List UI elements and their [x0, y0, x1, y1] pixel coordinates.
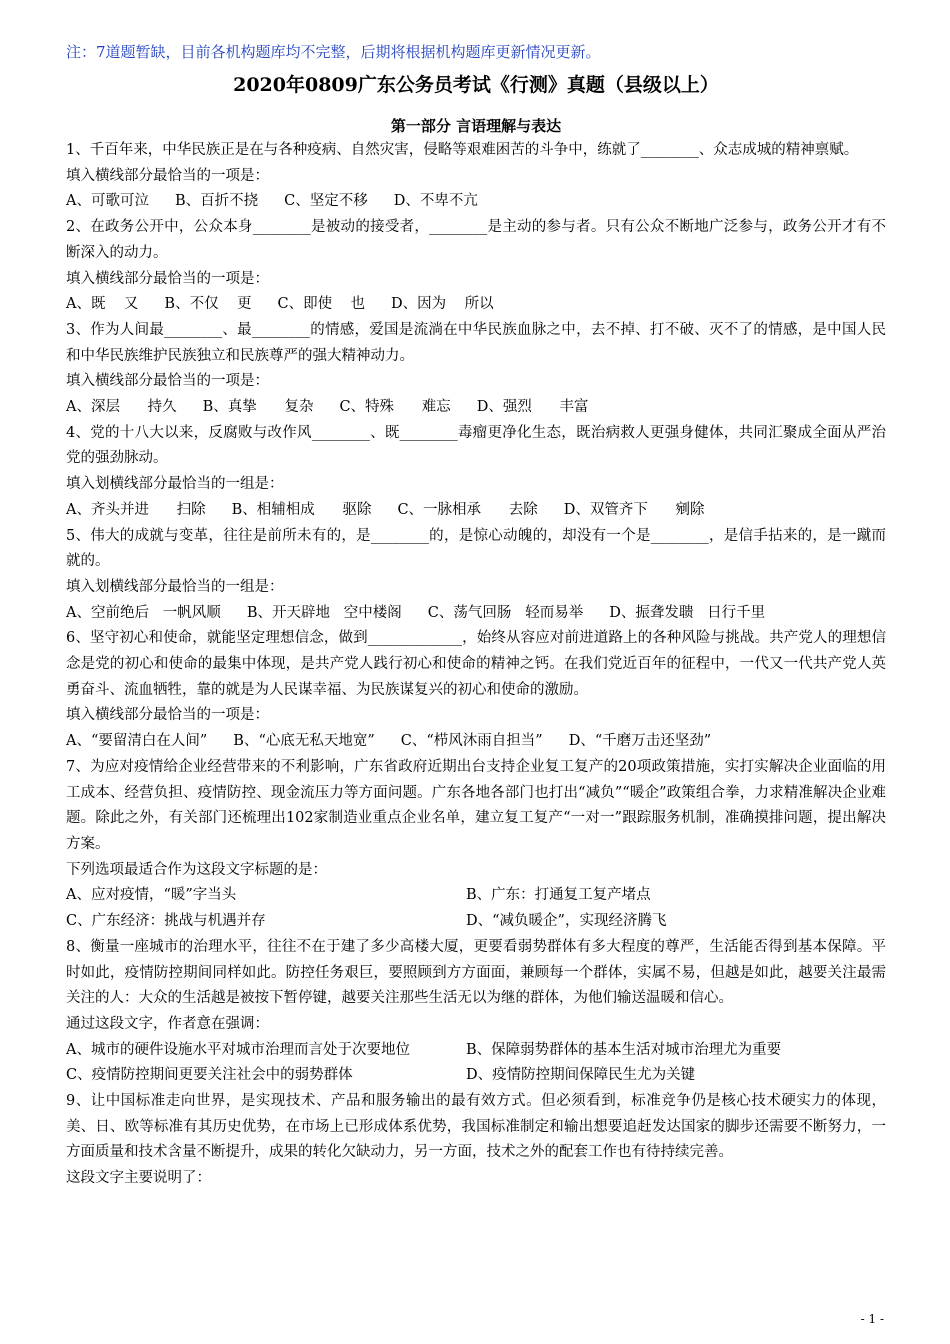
question-2-options: [66, 292, 886, 318]
option-c: C、一脉相承 去除: [397, 501, 538, 518]
option-b: B、开天辟地 空中楼阁: [246, 604, 402, 621]
option-c: C、特殊 难忘: [339, 399, 451, 416]
option-c: C、广东经济：挑战与机遇并存: [66, 913, 266, 930]
question-6-options: [66, 729, 886, 755]
option-d: D、强烈 丰富: [476, 399, 589, 416]
question-4-options: [66, 498, 886, 524]
option-d: D、疫情防控期间保障民生尤为关键: [466, 1067, 696, 1084]
question-8-stem: 8、衡量一座城市的治理水平，往往不在于建了多少高楼大厦，更要看弱势群体有多大程度的尊严，生活能否得到基本保障。平时如此，疫情防控期间同样如此。防控任务艰巨，要照顾到方方面面，兼顾每一个群体，实属不易，但越是如此，越要关注最需关注的人：大众的生活越是被按下暂停键，越要关注那些生活无以为继的群体，为他们输送温暖和信心。: [66, 938, 886, 1007]
document-page: [66, 40, 886, 1192]
option-d: D、双管齐下 剜除: [563, 501, 705, 518]
option-a: A、应对疫情，“暖”字当头: [66, 887, 237, 904]
option-a: A、空前绝后 一帆风顺: [66, 604, 221, 621]
question-8-options: [66, 1038, 886, 1089]
option-c: C、坚定不移: [284, 193, 368, 210]
option-a: A、既 又: [66, 296, 139, 313]
option-b: B、保障弱势群体的基本生活对城市治理尤为重要: [466, 1041, 782, 1058]
option-c: C、疫情防控期间更要关注社会中的弱势群体: [66, 1067, 353, 1084]
question-7-stem: 7、为应对疫情给企业经营带来的不利影响，广东省政府近期出台支持企业复工复产的20项政策措施，实打实解决企业面临的用工成本、经营负担、疫情防控、现金流压力等方面问题。广东各地各部门也打出“减负”“暖企”政策组合拳，力求精准解决企业难题。除此之外，有关部门还梳理出102家制造业重点企业名单，建立复工复产“一对一”跟踪服务机制，准确摸排问题，提出解决方案。: [66, 758, 886, 852]
question-9-stem: 9、让中国标准走向世界，是实现技术、产品和服务输出的最有效方式。但必须看到，标准竞争仍是核心技术硬实力的体现，美、日、欧等标准有其历史优势，在市场上已形成体系优势，我国标准制定和输出想要追赶发达国家的脚步还需要不断努力，一方面质量和技术含量不断提升，成果的转化欠缺动力，另一方面，技术之外的配套工作也有待持续完善。: [66, 1093, 886, 1161]
question-4-stem: 4、党的十八大以来，反腐败与改作风________、既________毒瘤更净化生态，既治病救人更强身健体，共同汇聚成全面从严治党的强劲脉动。: [66, 424, 886, 467]
question-6-stem: 6、坚守初心和使命，就能坚定理想信念，做到_____________，始终从容应对前进道路上的各种风险与挑战。共产党人的理想信念是党的初心和使命的最集中体现，是共产党人践行初心和使命的精神之钙。在我们党近百年的征程中，一代又一代共产党人英勇奋斗、流血牺牲，靠的就是为人民谋幸福、为民族谋复兴的初心和使命的激励。: [66, 630, 886, 698]
notice-text: 注：7道题暂缺，目前各机构题库均不完整，后期将根据机构题库更新情况更新。: [66, 43, 601, 61]
page-title: 2020年0809广东公务员考试《行测》真题（县级以上）: [233, 74, 719, 96]
option-d: D、振聋发聩 日行千里: [609, 604, 766, 621]
question-5-stem: 5、伟大的成就与变革，往往是前所未有的，是________的，是惊心动魄的，却没有一个是________，是信手拈来的，是一蹴而就的。: [66, 527, 886, 570]
option-d: D、“减负暖企”，实现经济腾飞: [466, 913, 667, 930]
option-c: C、荡气回肠 轻而易举: [427, 604, 584, 621]
question-9-prompt: 这段文字主要说明了：: [66, 1170, 211, 1187]
question-1-prompt: 填入横线部分最恰当的一项是：: [66, 167, 269, 184]
option-b: B、相辅相成 驱除: [231, 501, 372, 518]
option-d: D、“千磨万击还坚劲”: [568, 733, 712, 750]
option-a: A、可歌可泣: [66, 193, 149, 210]
question-3-prompt: 填入横线部分最恰当的一项是：: [66, 373, 269, 390]
question-5-prompt: 填入划横线部分最恰当的一组是：: [66, 578, 284, 595]
question-7-options: [66, 883, 886, 934]
question-2-stem: 2、在政务公开中，公众本身________是被动的接受者，________是主动的参与者。只有公众不断地广泛参与，政务公开才有不断深入的动力。: [66, 219, 886, 261]
option-c: C、即使 也: [277, 296, 366, 313]
question-8-prompt: 通过这段文字，作者意在强调：: [66, 1015, 269, 1032]
option-b: B、真挚 复杂: [202, 399, 314, 416]
option-d: D、因为 所以: [391, 296, 494, 313]
option-a: A、深层 持久: [66, 399, 177, 416]
option-a: A、城市的硬件设施水平对城市治理而言处于次要地位: [66, 1041, 410, 1058]
question-2-prompt: 填入横线部分最恰当的一项是：: [66, 270, 269, 287]
option-b: B、不仅 更: [164, 296, 252, 313]
question-5-options: [66, 601, 886, 627]
question-1-options: [66, 189, 886, 215]
option-b: B、百折不挠: [174, 193, 259, 210]
question-4-prompt: 填入划横线部分最恰当的一组是：: [66, 476, 284, 493]
option-a: A、“要留清白在人间”: [66, 733, 208, 750]
option-d: D、不卑不亢: [393, 193, 478, 210]
option-b: B、广东：打通复工复产堵点: [466, 887, 651, 904]
question-7-prompt: 下列选项最适合作为这段文字标题的是：: [66, 861, 327, 878]
page-number: - 1 -: [860, 1312, 884, 1326]
option-b: B、“心底无私天地宽”: [233, 733, 375, 750]
section-heading: 第一部分 言语理解与表达: [390, 117, 562, 135]
question-3-stem: 3、作为人间最________、最________的情感，爱国是流淌在中华民族血脉之中，去不掉、打不破、灭不了的情感，是中国人民和中华民族维护民族独立和民族尊严的强大精神动力。: [66, 321, 886, 364]
question-6-prompt: 填入横线部分最恰当的一项是：: [66, 707, 269, 724]
question-1-stem: 1、千百年来，中华民族正是在与各种疫病、自然灾害，侵略等艰难困苦的斗争中，练就了________、众志成城的精神禀赋。: [66, 142, 859, 158]
option-c: C、“栉风沐雨自担当”: [400, 733, 543, 750]
option-a: A、齐头并进 扫除: [66, 501, 206, 518]
question-3-options: [66, 395, 886, 421]
